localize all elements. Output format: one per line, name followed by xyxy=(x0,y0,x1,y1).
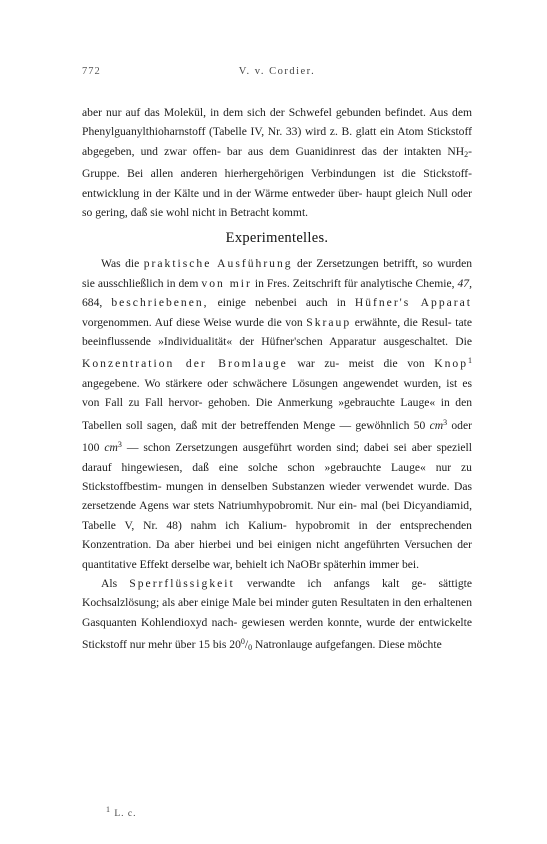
text-run: mal (bei Dicyandiamid, Tabelle V, Nr. 48) nahm ich Kalium- xyxy=(82,499,472,532)
text-run: tate beeinflussende »Individualität« der Hüfner'schen Apparatur xyxy=(82,315,472,349)
text-run: Lösungen angewendet wurden, ist es von Fall zu Fall hervor- xyxy=(82,376,473,410)
text-run: / xyxy=(244,638,249,652)
footnote-reference: 1 xyxy=(468,356,472,366)
subscript: 2 xyxy=(464,149,469,159)
spaced-emphasis: Hüfner's Apparat xyxy=(354,296,473,310)
text-run: sind; dabei sei aber speziell darauf hingewiesen, daß eine xyxy=(82,441,473,474)
spaced-emphasis: praktische Ausführung xyxy=(143,257,293,271)
footnote-marker: 1 xyxy=(106,805,111,814)
running-head xyxy=(82,66,472,82)
running-title: V. v. Cordier. xyxy=(238,66,316,77)
text-line: entwicklung in der Kälte und in der Wärme entweder über- xyxy=(82,186,363,200)
footnote-text: L. c. xyxy=(114,809,137,819)
text-run: hypobromit in der entsprechenden Konzentration. Da aber xyxy=(82,518,472,552)
text-run: gewiesen werden konnte, wurde der entwickelte Stickstoff nur xyxy=(82,615,472,652)
text-run: der Zersetzungen xyxy=(297,257,379,271)
text-run: Auf diese Weise wurde die von xyxy=(154,315,303,329)
text-run: betrifft, so wurden sie ausschließlich in dem xyxy=(82,257,473,290)
text-line: allen anderen hierhergehörigen Verbindungen ist die Stickstoff- xyxy=(150,167,472,181)
text-run: Natronlauge aufgefangen. Diese möchte xyxy=(255,638,442,652)
text-run: angegebene. Wo stärkere oder schwächere xyxy=(82,376,288,390)
subscript: 0 xyxy=(248,643,253,653)
author-name: Skraup xyxy=(306,315,352,329)
text-line: kommt. xyxy=(272,206,309,220)
text-line: wird z. B. glatt ein Atom Stickstoff abgegeben, und zwar offen- xyxy=(82,125,472,158)
text-run: Das zersetzende Agens war stets Natriumhypobromit. Nur ein- xyxy=(82,479,472,513)
superscript: 3 xyxy=(117,440,122,450)
spaced-emphasis: Sperrflüssigkeit xyxy=(129,576,235,590)
body-text xyxy=(82,103,472,658)
text-line: haupt gleich Null oder so gering, daß sie wohl nicht in Betracht xyxy=(82,186,472,220)
paragraph-1 xyxy=(82,103,472,222)
text-run: oder 100 xyxy=(82,418,472,455)
text-run: solche schon »gebrauchte Lauge« nur zu Stickstoffbestim- xyxy=(82,460,472,493)
footnote xyxy=(106,805,137,819)
unit: cm xyxy=(104,441,118,455)
text-run: gehoben. Die Anmerkung »gebrauchte Lauge« in den Tabellen xyxy=(82,396,473,432)
text-run: sättigte Kochsalzlösung; als aber einige Male bei minder guten xyxy=(82,576,472,610)
superscript: 0 xyxy=(240,637,245,647)
text-run: — schon Zersetzungen ausgeführt worden xyxy=(126,441,332,455)
text-run: soll sagen, daß mit der betreffenden Menge — gewöhnlich xyxy=(126,418,410,432)
text-run: immer bei. xyxy=(368,557,420,571)
text-run: meist die von xyxy=(348,357,425,371)
text-run: in Fres. xyxy=(254,276,290,290)
text-run: Was die xyxy=(101,257,140,271)
text-run: war zu- xyxy=(297,357,340,371)
superscript: 3 xyxy=(443,417,448,427)
text-run: erwähnte, die Resul- xyxy=(354,315,452,329)
page-number: 772 xyxy=(82,66,101,77)
text-line: -Gruppe. Bei xyxy=(82,144,472,181)
unit: cm xyxy=(429,418,444,432)
text-run: Als xyxy=(101,576,118,590)
author-name: Knop xyxy=(434,357,468,371)
text-run: einige nebenbei auch in xyxy=(217,296,346,310)
text-run: 684, xyxy=(82,296,103,310)
spaced-emphasis: Konzentration der Bromlauge xyxy=(82,357,288,371)
paragraph-2 xyxy=(82,254,472,574)
text-line: aber nur auf das Molekül, in dem sich der Schwefel gebunden xyxy=(82,106,381,119)
text-run: ausgeschaltet. Die xyxy=(383,335,473,349)
text-run: mungen in denselben Substanzen wieder verwendet wurde. xyxy=(166,479,450,493)
text-run: vorgenommen. xyxy=(82,315,152,329)
volume-number: 47, xyxy=(457,276,472,290)
paragraph-3 xyxy=(82,574,472,658)
text-run: quantitative Effekt derselbe war, behielt ich NaOBr späterhin xyxy=(82,557,366,571)
text-line: befindet. Aus dem Phenylguanylthioharnstoff (Tabelle IV, Nr. 33) xyxy=(82,106,472,139)
spaced-emphasis: von mir xyxy=(201,276,252,290)
text-run: Resultaten in den erhaltenen Gasquanten Kohlendioxyd nach- xyxy=(82,596,473,629)
text-run: Zeitschrift für analytische Chemie, xyxy=(292,276,455,290)
text-line: bar aus dem Guanidinrest das der intakten NH xyxy=(226,144,465,158)
spaced-emphasis: beschriebenen, xyxy=(111,296,209,310)
text-run: hierbei und bei einigen nicht angeführten Versuchen der xyxy=(199,538,473,552)
text-run: verwandte ich anfangs kalt ge- xyxy=(246,576,427,590)
text-run: mehr über 15 bis 20 xyxy=(148,638,241,652)
text-run: 50 xyxy=(413,418,426,432)
section-heading: Experimentelles. xyxy=(225,230,329,247)
